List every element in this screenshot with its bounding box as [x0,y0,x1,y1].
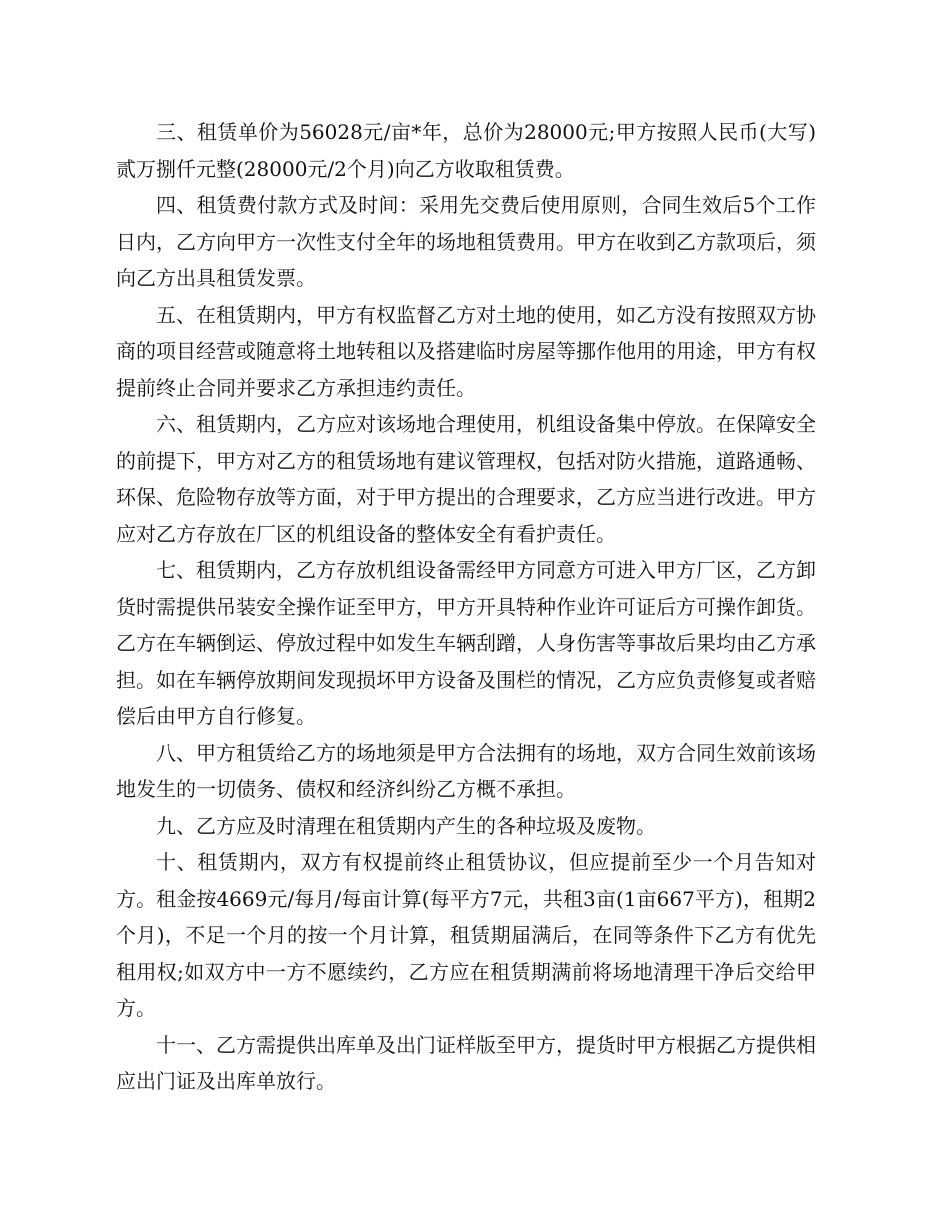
clause-10: 十、租赁期内，双方有权提前终止租赁协议，但应提前至少一个月告知对方。租金按4669元/每月/每亩计算(每平方7元，共租3亩(1亩667平方)，租期2个月)，不足一个月的按一个月计算，租赁期届满后，在同等条件下乙方有优先租用权;如双方中一方不愿续约，乙方应在租赁期满前将场地清理干净后交给甲方。 [116,850,816,1020]
clause-8: 八、甲方租赁给乙方的场地须是甲方合法拥有的场地，双方合同生效前该场地发生的一切债务、债权和经济纠纷乙方概不承担。 [116,740,816,801]
clause-11: 十一、乙方需提供出库单及出门证样版至甲方，提货时甲方根据乙方提供相应出门证及出库单放行。 [116,1032,816,1093]
clause-9: 九、乙方应及时清理在租赁期内产生的各种垃圾及废物。 [156,813,656,838]
clause-7: 七、租赁期内，乙方存放机组设备需经甲方同意方可进入甲方厂区，乙方卸货时需提供吊装安全操作证至甲方，甲方开具特种作业许可证后方可操作卸货。乙方在车辆倒运、停放过程中如发生车辆刮蹭，人身伤害等事故后果均由乙方承担。如在车辆停放期间发现损坏甲方设备及围栏的情况，乙方应负责修复或者赔偿后由甲方自行修复。 [116,558,816,728]
clause-4: 四、租赁费付款方式及时间：采用先交费后使用原则，合同生效后5个工作日内，乙方向甲方一次性支付全年的场地租赁费用。甲方在收到乙方款项后，须向乙方出具租赁发票。 [116,193,816,290]
clause-3: 三、租赁单价为56028元/亩*年，总价为28000元;甲方按照人民币(大写)贰万捌仟元整(28000元/2个月)向乙方收取租赁费。 [116,120,816,181]
clause-6: 六、租赁期内，乙方应对该场地合理使用，机组设备集中停放。在保障安全的前提下，甲方对乙方的租赁场地有建议管理权，包括对防火措施，道路通畅、环保、危险物存放等方面，对于甲方提出的合理要求，乙方应当进行改进。甲方应对乙方存放在厂区的机组设备的整体安全有看护责任。 [116,412,816,546]
clause-5: 五、在租赁期内，甲方有权监督乙方对土地的使用，如乙方没有按照双方协商的项目经营或随意将土地转租以及搭建临时房屋等挪作他用的用途，甲方有权提前终止合同并要求乙方承担违约责任。 [116,302,816,400]
document-body [116,114,816,1100]
